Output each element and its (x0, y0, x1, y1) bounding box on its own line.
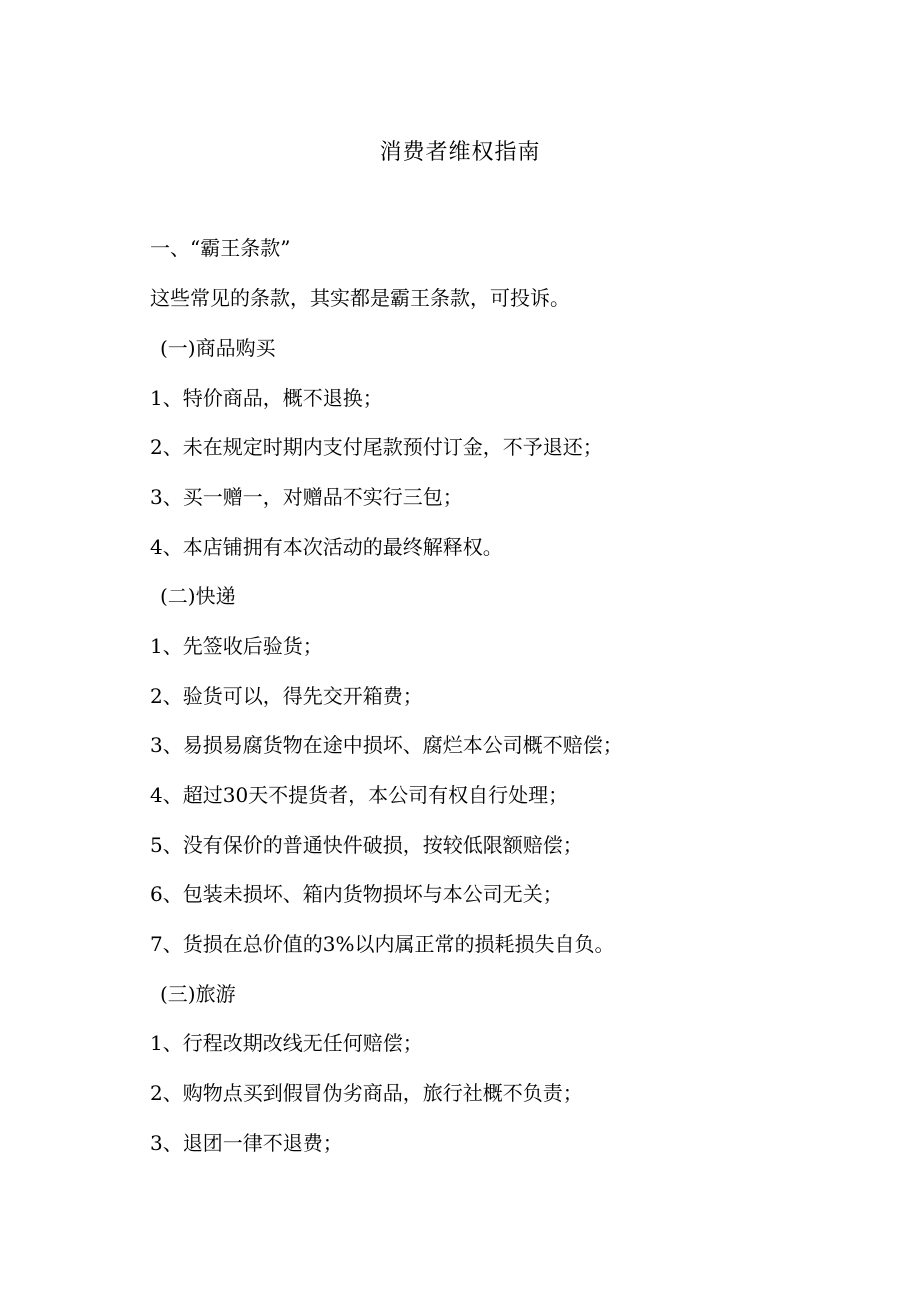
list-item: 1、先签收后验货； (150, 634, 323, 658)
list-item: 1、行程改期改线无任何赔偿； (150, 1031, 423, 1055)
list-item: 7、货损在总价值的3%以内属正常的损耗损失自负。 (150, 932, 615, 956)
group-heading-express: (二)快递 (160, 584, 236, 608)
list-item: 3、买一赠一，对赠品不实行三包； (150, 485, 463, 509)
list-item: 1、特价商品，概不退换； (150, 386, 383, 410)
list-item: 6、包装未损坏、箱内货物损坏与本公司无关； (150, 882, 563, 906)
list-item: 4、超过30天不提货者，本公司有权自行处理； (150, 783, 569, 807)
list-item: 2、购物点买到假冒伪劣商品，旅行社概不负责； (150, 1081, 583, 1105)
list-item: 4、本店铺拥有本次活动的最终解释权。 (150, 535, 503, 559)
document-title: 消费者维权指南 (379, 140, 541, 165)
group-heading-travel: (三)旅游 (160, 982, 236, 1006)
section-intro: 这些常见的条款，其实都是霸王条款，可投诉。 (150, 286, 570, 310)
list-item: 2、验货可以，得先交开箱费； (150, 684, 423, 708)
section-heading: 一、“霸王条款” (150, 236, 291, 260)
list-item: 3、易损易腐货物在途中损坏、腐烂本公司概不赔偿； (150, 733, 623, 757)
list-item: 5、没有保价的普通快件破损，按较低限额赔偿； (150, 833, 583, 857)
list-item: 3、退团一律不退费； (150, 1131, 343, 1155)
group-heading-purchase: (一)商品购买 (160, 336, 276, 360)
list-item: 2、未在规定时期内支付尾款预付订金，不予退还； (150, 435, 603, 459)
